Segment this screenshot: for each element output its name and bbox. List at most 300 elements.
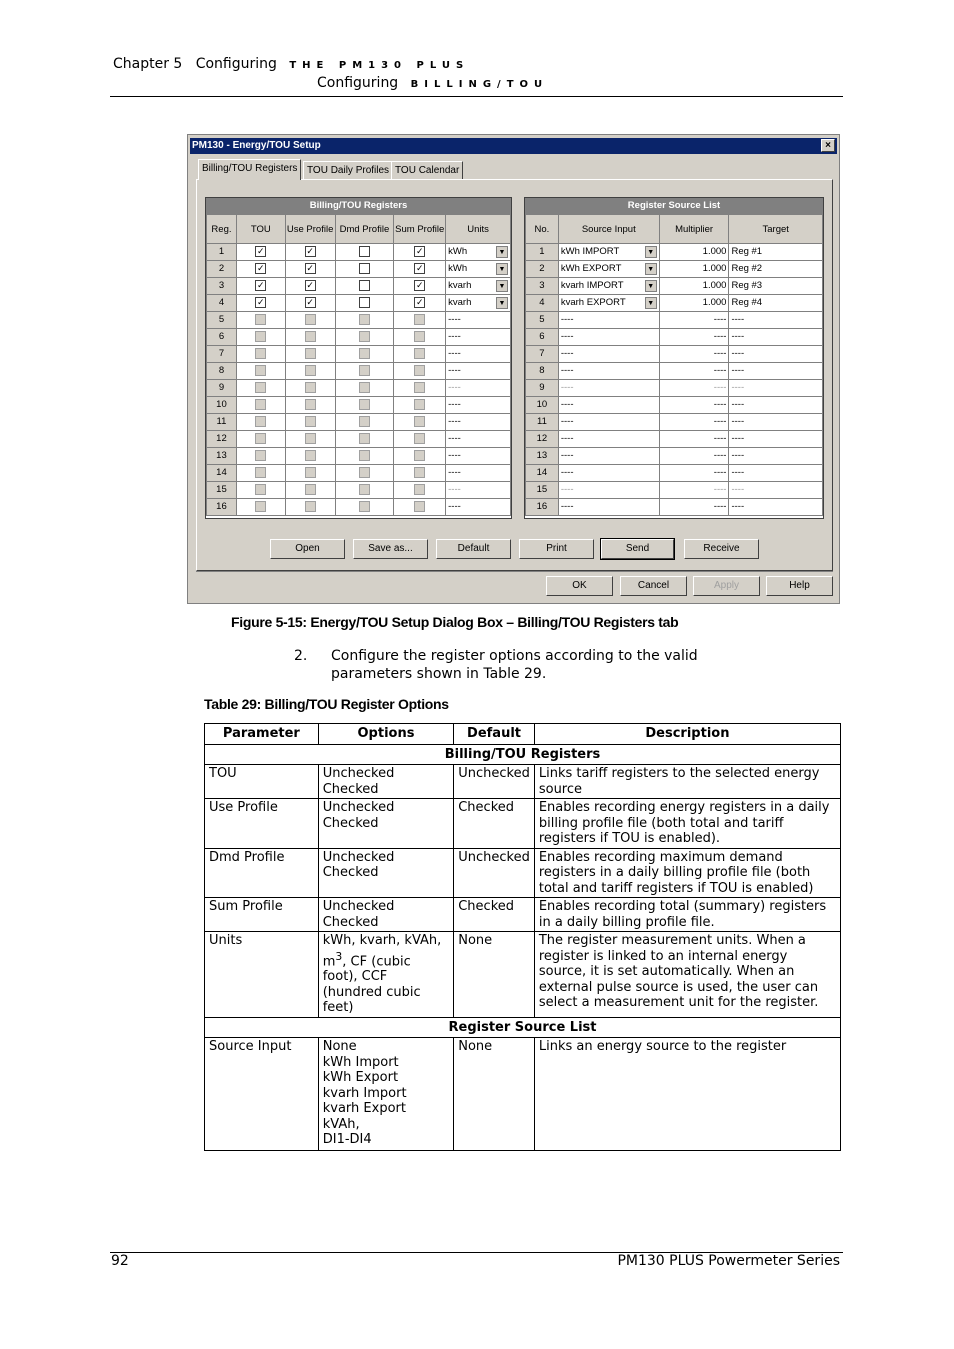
tou-checkbox[interactable] bbox=[255, 382, 266, 393]
target-cell: ---- bbox=[729, 448, 823, 465]
table-row bbox=[205, 898, 841, 932]
use-cell bbox=[285, 261, 335, 278]
tou-checkbox[interactable]: ✓ bbox=[257, 296, 265, 307]
save-as-button[interactable]: Save as... bbox=[353, 539, 428, 559]
units-cell: ---- bbox=[446, 414, 511, 431]
tou-cell bbox=[236, 431, 285, 448]
multiplier-cell: ---- bbox=[659, 431, 729, 448]
multiplier-cell: ---- bbox=[659, 448, 729, 465]
col-no: No. bbox=[526, 215, 559, 244]
billing-tou-registers-grid bbox=[205, 197, 512, 519]
col-target: Target bbox=[729, 215, 823, 244]
chevron-down-icon[interactable]: ▼ bbox=[496, 246, 508, 258]
use-checkbox[interactable] bbox=[305, 484, 316, 495]
dmd-cell bbox=[335, 380, 394, 397]
source-number: 1 bbox=[526, 244, 559, 261]
source-input-cell: ---- bbox=[558, 414, 659, 431]
sum-cell bbox=[394, 261, 446, 278]
open-button[interactable]: Open bbox=[270, 539, 345, 559]
use-cell bbox=[285, 312, 335, 329]
source-number: 7 bbox=[526, 346, 559, 363]
source-row bbox=[526, 278, 823, 295]
sum-cell bbox=[394, 465, 446, 482]
col-units: Units bbox=[446, 215, 511, 244]
tou-checkbox[interactable] bbox=[255, 467, 266, 478]
help-button[interactable]: Help bbox=[766, 576, 833, 596]
billing-row bbox=[207, 261, 511, 278]
dmd-checkbox[interactable] bbox=[359, 331, 370, 342]
tou-checkbox[interactable]: ✓ bbox=[257, 262, 265, 273]
chevron-down-icon[interactable]: ▼ bbox=[496, 297, 508, 309]
tab-tou-daily-profiles[interactable]: TOU Daily Profiles bbox=[303, 161, 393, 179]
options-cell: None kWh Import kWh Export kvarh Import kvarh Export kVAh, DI1-DI4 bbox=[318, 1038, 454, 1151]
use-checkbox[interactable]: ✓ bbox=[306, 245, 314, 256]
units-cell[interactable] bbox=[446, 295, 511, 312]
col-dmd-profile: Dmd Profile bbox=[335, 215, 394, 244]
tou-cell bbox=[236, 414, 285, 431]
default-cell: Unchecked bbox=[454, 848, 535, 898]
dialog-separator bbox=[196, 571, 833, 572]
dmd-checkbox[interactable] bbox=[359, 433, 370, 444]
energy-tou-setup-dialog bbox=[187, 134, 840, 604]
source-value: kWh EXPORT bbox=[560, 263, 622, 274]
tou-cell bbox=[236, 380, 285, 397]
source-input-cell: ---- bbox=[558, 380, 659, 397]
header-rule bbox=[110, 96, 843, 97]
use-checkbox[interactable] bbox=[305, 416, 316, 427]
target-cell: ---- bbox=[729, 465, 823, 482]
billing-row bbox=[207, 465, 511, 482]
subsection-caps: BILLING/TOU bbox=[410, 79, 549, 90]
param-cell: Units bbox=[205, 932, 319, 1018]
sum-cell bbox=[394, 244, 446, 261]
dialog-title: PM130 - Energy/TOU Setup bbox=[192, 140, 321, 151]
dmd-checkbox[interactable] bbox=[359, 263, 370, 274]
source-grid-title: Register Source List bbox=[525, 198, 823, 214]
table-row bbox=[205, 799, 841, 849]
units-cell: ---- bbox=[446, 329, 511, 346]
source-row bbox=[526, 312, 823, 329]
chevron-down-icon[interactable]: ▼ bbox=[496, 280, 508, 292]
source-number: 4 bbox=[526, 295, 559, 312]
units-cell: ---- bbox=[446, 312, 511, 329]
units-cell[interactable] bbox=[446, 261, 511, 278]
use-checkbox[interactable] bbox=[305, 365, 316, 376]
tou-cell bbox=[236, 397, 285, 414]
source-input-cell: ---- bbox=[558, 363, 659, 380]
target-cell: ---- bbox=[729, 329, 823, 346]
step-text: Configure the register options according to the valid parameters shown in Table 29. bbox=[331, 648, 698, 682]
dmd-cell bbox=[335, 261, 394, 278]
dmd-checkbox[interactable] bbox=[359, 314, 370, 325]
units-options-a: kWh, kvarh, kVAh, m bbox=[322, 933, 442, 969]
dmd-checkbox[interactable] bbox=[359, 450, 370, 461]
reg-number: 15 bbox=[207, 482, 237, 499]
use-checkbox[interactable] bbox=[305, 399, 316, 410]
multiplier-cell: ---- bbox=[659, 499, 729, 516]
header-parameter: Parameter bbox=[205, 724, 319, 745]
reg-number: 5 bbox=[207, 312, 237, 329]
tou-checkbox[interactable] bbox=[255, 399, 266, 410]
sum-checkbox[interactable] bbox=[414, 484, 425, 495]
target-cell: ---- bbox=[729, 414, 823, 431]
billing-row bbox=[207, 363, 511, 380]
source-row bbox=[526, 380, 823, 397]
sum-checkbox[interactable] bbox=[414, 416, 425, 427]
use-checkbox[interactable]: ✓ bbox=[306, 296, 314, 307]
chevron-down-icon[interactable]: ▼ bbox=[496, 263, 508, 275]
description-cell: Enables recording maximum demand registers in a daily billing profile file (both total and tariff registers if TOU is enabled) bbox=[534, 848, 840, 898]
units-cell: ---- bbox=[446, 346, 511, 363]
dmd-checkbox[interactable] bbox=[359, 280, 370, 291]
tou-checkbox[interactable] bbox=[255, 331, 266, 342]
use-cell bbox=[285, 397, 335, 414]
use-cell bbox=[285, 482, 335, 499]
source-value: kvarh EXPORT bbox=[560, 297, 626, 308]
target-cell: ---- bbox=[729, 312, 823, 329]
dmd-cell bbox=[335, 465, 394, 482]
dmd-checkbox[interactable] bbox=[359, 416, 370, 427]
source-number: 15 bbox=[526, 482, 559, 499]
source-input-cell[interactable] bbox=[558, 295, 659, 312]
tou-checkbox[interactable] bbox=[255, 365, 266, 376]
multiplier-cell: ---- bbox=[659, 329, 729, 346]
source-number: 16 bbox=[526, 499, 559, 516]
billing-row bbox=[207, 448, 511, 465]
tou-checkbox[interactable] bbox=[255, 348, 266, 359]
units-cell: ---- bbox=[446, 380, 511, 397]
target-cell: ---- bbox=[729, 380, 823, 397]
receive-button[interactable]: Receive bbox=[684, 539, 759, 559]
tou-checkbox[interactable] bbox=[255, 484, 266, 495]
table-row bbox=[205, 932, 841, 1018]
use-checkbox[interactable] bbox=[305, 348, 316, 359]
units-cell[interactable] bbox=[446, 278, 511, 295]
tou-cell bbox=[236, 465, 285, 482]
default-button[interactable]: Default bbox=[436, 539, 511, 559]
units-value: kvarh bbox=[448, 297, 472, 308]
target-cell: ---- bbox=[729, 431, 823, 448]
source-input-cell: ---- bbox=[558, 448, 659, 465]
dmd-checkbox[interactable] bbox=[359, 484, 370, 495]
description-cell: Links an energy source to the register bbox=[534, 1038, 840, 1151]
tou-checkbox[interactable]: ✓ bbox=[257, 279, 265, 290]
source-number: 11 bbox=[526, 414, 559, 431]
use-checkbox[interactable] bbox=[305, 467, 316, 478]
tou-checkbox[interactable] bbox=[255, 433, 266, 444]
table-caption: Table 29: Billing/TOU Register Options bbox=[204, 696, 449, 712]
units-cell: ---- bbox=[446, 397, 511, 414]
use-checkbox[interactable] bbox=[305, 450, 316, 461]
options-cell: Unchecked Checked bbox=[318, 799, 454, 849]
dmd-cell bbox=[335, 312, 394, 329]
options-cell: Unchecked Checked bbox=[318, 765, 454, 799]
sum-checkbox[interactable] bbox=[414, 450, 425, 461]
billing-row bbox=[207, 346, 511, 363]
options-cell bbox=[318, 932, 454, 1018]
header-options: Options bbox=[318, 724, 454, 745]
sum-cell bbox=[394, 482, 446, 499]
source-input-cell: ---- bbox=[558, 397, 659, 414]
col-multiplier: Multiplier bbox=[659, 215, 729, 244]
tou-checkbox[interactable] bbox=[255, 314, 266, 325]
sum-checkbox[interactable] bbox=[414, 433, 425, 444]
chevron-down-icon[interactable]: ▼ bbox=[645, 246, 657, 258]
units-cell[interactable] bbox=[446, 244, 511, 261]
use-cell bbox=[285, 431, 335, 448]
param-cell: Source Input bbox=[205, 1038, 319, 1151]
reg-number: 16 bbox=[207, 499, 237, 516]
table-row bbox=[205, 765, 841, 799]
sum-checkbox[interactable] bbox=[414, 501, 425, 512]
tou-checkbox[interactable]: ✓ bbox=[257, 245, 265, 256]
use-checkbox[interactable] bbox=[305, 501, 316, 512]
multiplier-cell: ---- bbox=[659, 414, 729, 431]
source-input-cell[interactable] bbox=[558, 278, 659, 295]
sum-checkbox[interactable] bbox=[414, 348, 425, 359]
sum-checkbox[interactable] bbox=[414, 365, 425, 376]
billing-row bbox=[207, 431, 511, 448]
sum-cell bbox=[394, 278, 446, 295]
use-checkbox[interactable] bbox=[305, 382, 316, 393]
units-cell: ---- bbox=[446, 499, 511, 516]
dmd-checkbox[interactable] bbox=[359, 382, 370, 393]
source-value: kWh IMPORT bbox=[560, 246, 620, 257]
sum-checkbox[interactable]: ✓ bbox=[415, 262, 424, 273]
source-input-cell: ---- bbox=[558, 329, 659, 346]
section-register-source-list: Register Source List bbox=[205, 1017, 841, 1038]
dmd-checkbox[interactable] bbox=[359, 399, 370, 410]
print-button[interactable]: Print bbox=[519, 539, 594, 559]
source-input-cell[interactable] bbox=[558, 244, 659, 261]
multiplier-cell[interactable]: 1.000 bbox=[659, 295, 729, 312]
reg-number: 12 bbox=[207, 431, 237, 448]
tou-cell bbox=[236, 482, 285, 499]
source-number: 13 bbox=[526, 448, 559, 465]
tou-cell bbox=[236, 363, 285, 380]
multiplier-cell[interactable]: 1.000 bbox=[659, 244, 729, 261]
billing-row bbox=[207, 380, 511, 397]
dmd-checkbox[interactable] bbox=[359, 365, 370, 376]
default-cell: Checked bbox=[454, 799, 535, 849]
sum-cell bbox=[394, 397, 446, 414]
tou-cell bbox=[236, 244, 285, 261]
header-description: Description bbox=[534, 724, 840, 745]
source-number: 8 bbox=[526, 363, 559, 380]
description-cell: Enables recording energy registers in a daily billing profile file (both total and tariff registers if TOU is enabled). bbox=[534, 799, 840, 849]
dmd-cell bbox=[335, 346, 394, 363]
use-cell bbox=[285, 414, 335, 431]
source-input-cell: ---- bbox=[558, 312, 659, 329]
sum-cell bbox=[394, 431, 446, 448]
dmd-checkbox[interactable] bbox=[359, 297, 370, 308]
chevron-down-icon[interactable]: ▼ bbox=[645, 263, 657, 275]
use-checkbox[interactable]: ✓ bbox=[306, 262, 314, 273]
close-icon[interactable]: × bbox=[821, 139, 835, 152]
register-options-table bbox=[204, 723, 841, 1151]
multiplier-cell: ---- bbox=[659, 380, 729, 397]
options-cell: Unchecked Checked bbox=[318, 898, 454, 932]
source-input-cell: ---- bbox=[558, 431, 659, 448]
dmd-cell bbox=[335, 482, 394, 499]
source-number: 12 bbox=[526, 431, 559, 448]
sum-checkbox[interactable] bbox=[414, 331, 425, 342]
reg-number: 11 bbox=[207, 414, 237, 431]
cancel-button[interactable]: Cancel bbox=[620, 576, 687, 596]
tou-cell bbox=[236, 346, 285, 363]
source-row bbox=[526, 261, 823, 278]
sum-checkbox[interactable]: ✓ bbox=[415, 279, 424, 290]
source-row bbox=[526, 499, 823, 516]
source-number: 14 bbox=[526, 465, 559, 482]
billing-row bbox=[207, 244, 511, 261]
source-number: 10 bbox=[526, 397, 559, 414]
use-cell bbox=[285, 278, 335, 295]
tou-cell bbox=[236, 278, 285, 295]
source-input-cell: ---- bbox=[558, 346, 659, 363]
source-grid-table bbox=[525, 214, 823, 516]
units-cell: ---- bbox=[446, 465, 511, 482]
tou-cell bbox=[236, 295, 285, 312]
units-value: kWh bbox=[448, 263, 468, 274]
ok-button[interactable]: OK bbox=[546, 576, 613, 596]
target-cell: Reg #3 bbox=[729, 278, 823, 295]
param-cell: Dmd Profile bbox=[205, 848, 319, 898]
tou-cell bbox=[236, 499, 285, 516]
sum-checkbox[interactable]: ✓ bbox=[415, 296, 424, 307]
dialog-titlebar bbox=[190, 138, 837, 154]
default-cell: Unchecked bbox=[454, 765, 535, 799]
reg-number: 1 bbox=[207, 244, 237, 261]
tab-tou-calendar[interactable]: TOU Calendar bbox=[391, 161, 463, 179]
sum-checkbox[interactable]: ✓ bbox=[415, 245, 424, 256]
use-checkbox[interactable] bbox=[305, 331, 316, 342]
options-cell: Unchecked Checked bbox=[318, 848, 454, 898]
reg-number: 9 bbox=[207, 380, 237, 397]
dmd-cell bbox=[335, 414, 394, 431]
use-checkbox[interactable] bbox=[305, 314, 316, 325]
tou-checkbox[interactable] bbox=[255, 416, 266, 427]
source-value: kvarh IMPORT bbox=[560, 280, 624, 291]
sum-checkbox[interactable] bbox=[414, 382, 425, 393]
dmd-cell bbox=[335, 448, 394, 465]
col-source-input: Source Input bbox=[558, 215, 659, 244]
tou-checkbox[interactable] bbox=[255, 450, 266, 461]
source-input-cell[interactable] bbox=[558, 261, 659, 278]
billing-row bbox=[207, 414, 511, 431]
sum-cell bbox=[394, 414, 446, 431]
chevron-down-icon[interactable]: ▼ bbox=[645, 297, 657, 309]
multiplier-cell[interactable]: 1.000 bbox=[659, 278, 729, 295]
units-value: kWh bbox=[448, 246, 468, 257]
dmd-checkbox[interactable] bbox=[359, 246, 370, 257]
target-cell: Reg #4 bbox=[729, 295, 823, 312]
chapter-label: Chapter 5 bbox=[113, 56, 183, 72]
section-caps: THE PM130 PLUS bbox=[289, 60, 470, 71]
tou-cell bbox=[236, 329, 285, 346]
billing-row bbox=[207, 397, 511, 414]
use-cell bbox=[285, 448, 335, 465]
description-cell: Links tariff registers to the selected energy source bbox=[534, 765, 840, 799]
source-row bbox=[526, 465, 823, 482]
reg-number: 7 bbox=[207, 346, 237, 363]
sum-checkbox[interactable] bbox=[414, 467, 425, 478]
tou-checkbox[interactable] bbox=[255, 501, 266, 512]
units-cell: ---- bbox=[446, 482, 511, 499]
use-cell bbox=[285, 499, 335, 516]
dmd-cell bbox=[335, 244, 394, 261]
multiplier-cell[interactable]: 1.000 bbox=[659, 261, 729, 278]
figure-caption: Figure 5-15: Energy/TOU Setup Dialog Box – Billing/TOU Registers tab bbox=[231, 614, 679, 630]
tou-cell bbox=[236, 448, 285, 465]
target-cell: ---- bbox=[729, 397, 823, 414]
reg-number: 3 bbox=[207, 278, 237, 295]
header-default: Default bbox=[454, 724, 535, 745]
param-cell: Sum Profile bbox=[205, 898, 319, 932]
sum-cell bbox=[394, 346, 446, 363]
step-number: 2. bbox=[294, 648, 308, 664]
tou-cell bbox=[236, 312, 285, 329]
description-cell: Enables recording total (summary) registers in a daily billing profile file. bbox=[534, 898, 840, 932]
billing-row bbox=[207, 329, 511, 346]
reg-number: 10 bbox=[207, 397, 237, 414]
send-button[interactable]: Send bbox=[601, 539, 674, 559]
sum-checkbox[interactable] bbox=[414, 399, 425, 410]
multiplier-cell: ---- bbox=[659, 482, 729, 499]
source-input-cell: ---- bbox=[558, 482, 659, 499]
billing-row bbox=[207, 278, 511, 295]
col-sum-profile: Sum Profile bbox=[394, 215, 446, 244]
billing-grid-title: Billing/TOU Registers bbox=[206, 198, 511, 214]
description-cell: The register measurement units. When a register is linked to an internal energy source, it is set automatically. When an external pulse source is used, the user can select a measurement unit for the register. bbox=[534, 932, 840, 1018]
sum-checkbox[interactable] bbox=[414, 314, 425, 325]
reg-number: 14 bbox=[207, 465, 237, 482]
dmd-checkbox[interactable] bbox=[359, 348, 370, 359]
sum-cell bbox=[394, 312, 446, 329]
dmd-cell bbox=[335, 499, 394, 516]
source-number: 6 bbox=[526, 329, 559, 346]
use-cell bbox=[285, 329, 335, 346]
dmd-checkbox[interactable] bbox=[359, 467, 370, 478]
source-row bbox=[526, 295, 823, 312]
billing-row bbox=[207, 482, 511, 499]
source-number: 5 bbox=[526, 312, 559, 329]
multiplier-cell: ---- bbox=[659, 363, 729, 380]
use-checkbox[interactable] bbox=[305, 433, 316, 444]
target-cell: Reg #1 bbox=[729, 244, 823, 261]
apply-button[interactable]: Apply bbox=[693, 576, 760, 596]
target-cell: ---- bbox=[729, 346, 823, 363]
section-billing-tou-registers: Billing/TOU Registers bbox=[205, 744, 841, 765]
dmd-cell bbox=[335, 363, 394, 380]
source-row bbox=[526, 346, 823, 363]
col-use-profile: Use Profile bbox=[285, 215, 335, 244]
use-cell bbox=[285, 346, 335, 363]
source-number: 3 bbox=[526, 278, 559, 295]
reg-number: 13 bbox=[207, 448, 237, 465]
default-cell: None bbox=[454, 932, 535, 1018]
target-cell: ---- bbox=[729, 499, 823, 516]
tab-billing-tou-registers[interactable]: Billing/TOU Registers bbox=[198, 159, 301, 180]
source-row bbox=[526, 431, 823, 448]
source-row bbox=[526, 482, 823, 499]
multiplier-cell: ---- bbox=[659, 465, 729, 482]
dmd-checkbox[interactable] bbox=[359, 501, 370, 512]
sum-cell bbox=[394, 295, 446, 312]
use-checkbox[interactable]: ✓ bbox=[306, 279, 314, 290]
chevron-down-icon[interactable]: ▼ bbox=[645, 280, 657, 292]
use-cell bbox=[285, 244, 335, 261]
